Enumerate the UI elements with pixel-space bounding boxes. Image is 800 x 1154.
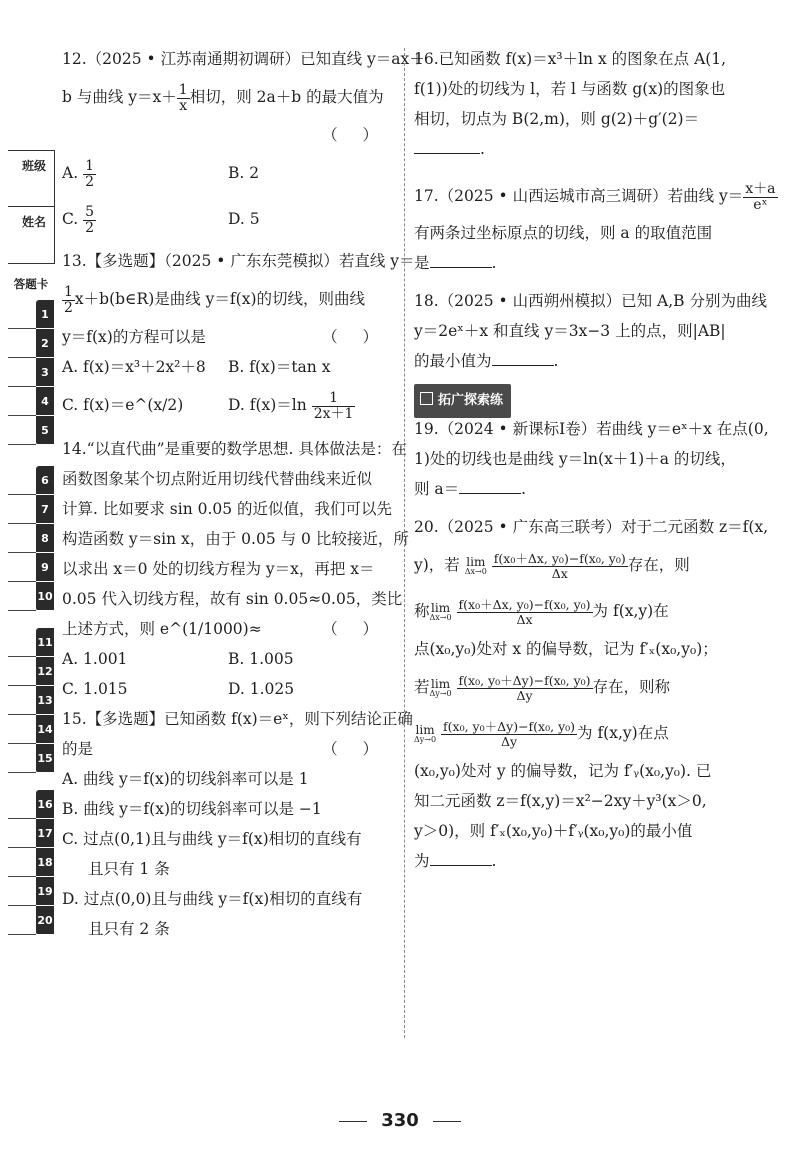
option-fraction [312, 391, 356, 421]
right-column [414, 44, 784, 876]
answer-slot[interactable]: 13 [36, 686, 54, 715]
question-20 [414, 512, 784, 876]
answer-group-3 [36, 628, 54, 773]
answer-sidebar [0, 0, 56, 1154]
frac-num: f(x₀, y₀＋Δy)−f(x₀, y₀) [443, 719, 576, 735]
frac-num: 1 [85, 157, 94, 174]
answer-slot[interactable]: 19 [36, 877, 54, 906]
q19-line2: 1)处的切线也是曲线 y＝ln(x＋1)＋a 的切线， [414, 450, 736, 468]
q18-line3: 的最小值为 . [414, 346, 784, 376]
name-label: 姓名 [22, 215, 47, 229]
q17-text: 17.（2025 • 山西运城市高三调研）若曲线 y＝ [414, 187, 744, 205]
lim-x [465, 556, 487, 577]
answer-rule [8, 656, 36, 657]
q17-line1 [414, 174, 784, 218]
answer-slot[interactable]: 20 [36, 906, 54, 935]
answer-rule [8, 523, 36, 524]
q12-options-ab [62, 150, 394, 196]
q16-line1: 16.已知函数 f(x)＝x³＋ln x 的图象在点 A(1, [414, 50, 727, 68]
answer-slot[interactable]: 15 [36, 744, 54, 773]
q14-line6: 0.05 代入切线方程，故有 sin 0.05≈0.05，类比 [62, 590, 403, 608]
option-d[interactable]: D. 过点(0,0)且与曲线 y＝f(x)相切的直线有 [62, 890, 363, 908]
name-field[interactable] [8, 206, 55, 264]
answer-slot[interactable]: 2 [36, 329, 54, 358]
q14-options-ab [62, 644, 394, 674]
option-d[interactable] [228, 382, 394, 428]
class-field[interactable] [8, 150, 55, 207]
q14-line7 [62, 614, 394, 644]
q19-line3: 则 a＝ . [414, 474, 784, 504]
answer-paren[interactable]: （ ） [322, 126, 388, 144]
q14-line1: 14.“以直代曲”是重要的数学思想. 具体做法是：在 [62, 440, 407, 458]
frac-num: f(x₀＋Δx, y₀)−f(x₀, y₀) [458, 597, 591, 613]
frac-den: Δx [516, 611, 533, 627]
q13-options-ab [62, 352, 394, 382]
class-label: 班级 [22, 159, 47, 173]
question-12 [62, 44, 425, 242]
lim-word: lim [431, 676, 451, 691]
answer-rule [8, 444, 36, 445]
section-header [414, 384, 784, 414]
q17-text-3: 是 [414, 254, 430, 272]
section-title: 拓广探索练 [438, 393, 504, 408]
q20-line10: 为 . [414, 846, 784, 876]
lim-x [430, 602, 452, 623]
page-footer [0, 1110, 800, 1131]
answer-rule [8, 357, 36, 358]
lim-sub: Δx→0 [464, 567, 487, 577]
q12-fraction [177, 83, 190, 113]
option-b[interactable]: B. 2 [228, 164, 260, 182]
option-a[interactable] [62, 150, 228, 196]
footer-dash-right [433, 1121, 461, 1122]
q16-answer-row: . [414, 134, 784, 164]
q14-options-cd [62, 674, 394, 704]
answer-blank[interactable] [492, 349, 554, 366]
footer-dash-left [339, 1121, 367, 1122]
option-fraction [83, 159, 96, 189]
q20-text: y)，若 [414, 556, 460, 574]
answer-slot[interactable]: 16 [36, 790, 54, 819]
q20-line4: 点(x₀,y₀)处对 x 的偏导数，记为 f′ₓ(x₀,y₀)； [414, 640, 718, 658]
answer-slot[interactable]: 17 [36, 819, 54, 848]
q20-text-b: 存在，则 [627, 556, 690, 574]
q20-line2 [414, 542, 784, 588]
q12-line1: 12.（2025 • 江苏南通期初调研）已知直线 y＝ax＋ [62, 50, 425, 68]
q20-text-b: 为 f(x,y)在 [592, 602, 669, 620]
answer-card-title: 答题卡 [13, 277, 49, 291]
q20-line9: y＞0)，则 f′ₓ(x₀,y₀)＋f′ᵧ(x₀,y₀)的最小值 [414, 822, 693, 840]
q18-line1: 18.（2025 • 山西朔州模拟）已知 A,B 分别为曲线 [414, 292, 767, 310]
q13-options-cd [62, 382, 394, 428]
frac-den: 2x＋1 [313, 405, 354, 422]
frac-den: x [179, 97, 188, 114]
answer-rule [8, 415, 36, 416]
answer-slot[interactable]: 12 [36, 657, 54, 686]
option-label: A. [62, 164, 79, 182]
q20-line3 [414, 588, 784, 634]
q13-text-3: y＝f(x)的方程可以是 [62, 328, 206, 346]
answer-rule [8, 328, 36, 329]
q12-line2 [62, 74, 394, 120]
q15-line2 [62, 734, 394, 764]
q20-text-10: 为 [414, 852, 430, 870]
q20-fraction-y [441, 720, 577, 747]
frac-num: 1 [312, 391, 356, 407]
answer-slot[interactable]: 10 [36, 582, 54, 611]
q12-options-cd [62, 196, 394, 242]
q13-text: x＋b(b∈R)是曲线 y＝f(x)的切线，则曲线 [74, 290, 366, 308]
answer-slot[interactable]: 1 [36, 300, 54, 329]
option-fraction [83, 205, 96, 235]
option-b[interactable]: B. f(x)＝tan x [228, 358, 331, 376]
answer-slot[interactable]: 5 [36, 416, 54, 445]
answer-paren[interactable]: （ ） [322, 620, 388, 638]
q20-fraction-x [492, 552, 628, 579]
option-d[interactable]: D. 1.025 [228, 680, 295, 698]
q14-text-7: 上述方式，则 e^(1/1000)≈ [62, 620, 262, 638]
q13-line3 [62, 322, 394, 352]
frac-den: Δy [516, 687, 533, 703]
answer-group-1 [36, 300, 54, 445]
question-16 [414, 44, 784, 164]
lim-sub: Δx→0 [429, 613, 452, 623]
option-label: C. [62, 210, 79, 228]
option-c[interactable]: C. f(x)＝e^(x/2) [62, 396, 184, 414]
frac-den: Δx [551, 565, 568, 581]
answer-rule [8, 714, 36, 715]
frac-num: 1 [64, 283, 73, 300]
lim-y [414, 724, 436, 745]
q12-text-b: 相切，则 2a＋b 的最大值为 [189, 88, 384, 106]
q20-fraction-y [457, 674, 593, 701]
answer-paren[interactable]: （ ） [322, 328, 388, 346]
q14-line5: 以求出 x＝0 处的切线方程为 y＝x，再把 x＝ [62, 560, 375, 578]
answer-slot[interactable]: 9 [36, 553, 54, 582]
q17-line3: 是 . [414, 248, 784, 278]
answer-rule [8, 847, 36, 848]
answer-rule [8, 552, 36, 553]
q20-line8: 知二元函数 z＝f(x,y)＝x²−2xy＋y³(x＞0, [414, 792, 707, 810]
lim-word: lim [466, 554, 486, 569]
lim-word: lim [415, 722, 435, 737]
answer-rule [8, 610, 36, 611]
question-13 [62, 246, 415, 428]
answer-slot[interactable]: 11 [36, 628, 54, 657]
answer-rule [8, 386, 36, 387]
q20-text-b: 为 f(x,y)在点 [577, 724, 669, 742]
q16-line3: 相切，切点为 B(2,m)，则 g(2)＋g′(2)＝ [414, 110, 700, 128]
answer-rule [8, 772, 36, 773]
answer-slot[interactable]: 4 [36, 387, 54, 416]
section-tag [414, 384, 511, 418]
q14-line4: 构造函数 y＝sin x，由于 0.05 与 0 比较接近，所 [62, 530, 409, 548]
q15-line1: 15.【多选题】已知函数 f(x)＝eˣ，则下列结论正确 [62, 710, 413, 728]
frac-num: f(x₀＋Δx, y₀)−f(x₀, y₀) [493, 551, 626, 567]
lim-word: lim [431, 600, 451, 615]
frac-num: x＋a [745, 180, 776, 197]
option-c-cont: 且只有 1 条 [88, 860, 170, 878]
question-15 [62, 704, 413, 944]
answer-blank[interactable] [414, 137, 480, 154]
q20-line6 [414, 710, 784, 756]
answer-rule [8, 743, 36, 744]
option-c[interactable]: C. 过点(0,1)且与曲线 y＝f(x)相切的直线有 [62, 830, 362, 848]
q20-text: 称 [414, 602, 430, 620]
q20-line7: (x₀,y₀)处对 y 的偏导数，记为 f′ᵧ(x₀,y₀). 已 [414, 762, 712, 780]
q17-fraction [743, 182, 777, 212]
lim-sub: Δy→0 [414, 735, 437, 745]
answer-rule [8, 905, 36, 906]
q19-text-3: 则 a＝ [414, 480, 460, 498]
option-b[interactable]: B. 曲线 y＝f(x)的切线斜率可以是 −1 [62, 800, 322, 818]
frac-den: 2 [85, 219, 95, 236]
answer-blank[interactable] [430, 251, 492, 268]
option-d-cont: 且只有 2 条 [88, 920, 170, 938]
answer-blank[interactable] [459, 477, 521, 494]
q20-text: 若 [414, 678, 430, 696]
q14-line3: 计算. 比如要求 sin 0.05 的近似值，我们可以先 [62, 500, 393, 518]
page-number: 330 [381, 1110, 419, 1131]
q20-text-b: 存在，则称 [592, 678, 671, 696]
answer-group-4 [36, 790, 54, 935]
answer-paren[interactable]: （ ） [322, 740, 388, 758]
answer-rule [8, 934, 36, 935]
answer-blank[interactable] [430, 849, 492, 866]
frac-num: 5 [85, 203, 95, 220]
option-c[interactable]: C. 1.015 [62, 680, 128, 698]
frac-den: Δy [500, 733, 518, 749]
q18-text-3: 的最小值为 [414, 352, 492, 370]
frac-den: eˣ [753, 196, 768, 213]
lim-sub: Δy→0 [429, 689, 452, 699]
frac-num: 1 [178, 81, 188, 98]
question-19 [414, 414, 784, 504]
q14-line2: 函数图象某个切点附近用切线代替曲线来近似 [62, 470, 373, 488]
answer-rule [8, 876, 36, 877]
q20-line1: 20.（2025 • 广东高三联考）对于二元函数 z＝f(x, [414, 518, 769, 536]
q15-text-2: 的是 [62, 740, 94, 758]
answer-slot[interactable]: 3 [36, 358, 54, 387]
answer-slot[interactable]: 6 [36, 466, 54, 495]
answer-group-2 [36, 466, 54, 611]
option-a[interactable]: A. 1.001 [62, 650, 128, 668]
q18-line2: y＝2eˣ＋x 和直线 y＝3x−3 上的点，则|AB| [414, 322, 726, 340]
q20-fraction-x [457, 598, 593, 625]
option-b[interactable]: B. 1.005 [228, 650, 294, 668]
frac-den: 2 [85, 173, 94, 190]
q13-line2 [62, 276, 394, 322]
frac-num: f(x₀, y₀＋Δy)−f(x₀, y₀) [458, 673, 591, 689]
q13-fraction [62, 285, 75, 315]
question-18 [414, 286, 784, 376]
option-a[interactable]: A. 曲线 y＝f(x)的切线斜率可以是 1 [62, 770, 309, 788]
answer-rule [8, 818, 36, 819]
option-a[interactable]: A. f(x)＝x³＋2x²＋8 [62, 358, 206, 376]
answer-slot[interactable]: 18 [36, 848, 54, 877]
q17-line2: 有两条过坐标原点的切线，则 a 的取值范围 [414, 224, 713, 242]
q19-line1: 19.（2024 • 新课标Ⅰ卷）若曲线 y＝eˣ＋x 在点(0, [414, 420, 769, 438]
option-c[interactable] [62, 196, 228, 242]
section-icon [420, 392, 433, 405]
q20-line5 [414, 664, 784, 710]
frac-den: 2 [64, 299, 73, 316]
answer-rule [8, 494, 36, 495]
answer-slot[interactable]: 8 [36, 524, 54, 553]
option-text: D. f(x)＝ln [228, 396, 307, 414]
answer-slot[interactable]: 14 [36, 715, 54, 744]
answer-slot[interactable]: 7 [36, 495, 54, 524]
q13-line1: 13.【多选题】（2025 • 广东东莞模拟）若直线 y＝ [62, 252, 415, 270]
option-d[interactable]: D. 5 [228, 210, 260, 228]
q16-line2: f(1))处的切线为 l，若 l 与函数 g(x)的图象也 [414, 80, 726, 98]
q12-answer-row [62, 120, 394, 150]
question-17 [414, 174, 784, 278]
lim-y [430, 678, 452, 699]
question-14 [62, 434, 409, 704]
answer-rule [8, 685, 36, 686]
answer-rule [8, 581, 36, 582]
q12-text-a: b 与曲线 y＝x＋ [62, 88, 177, 106]
